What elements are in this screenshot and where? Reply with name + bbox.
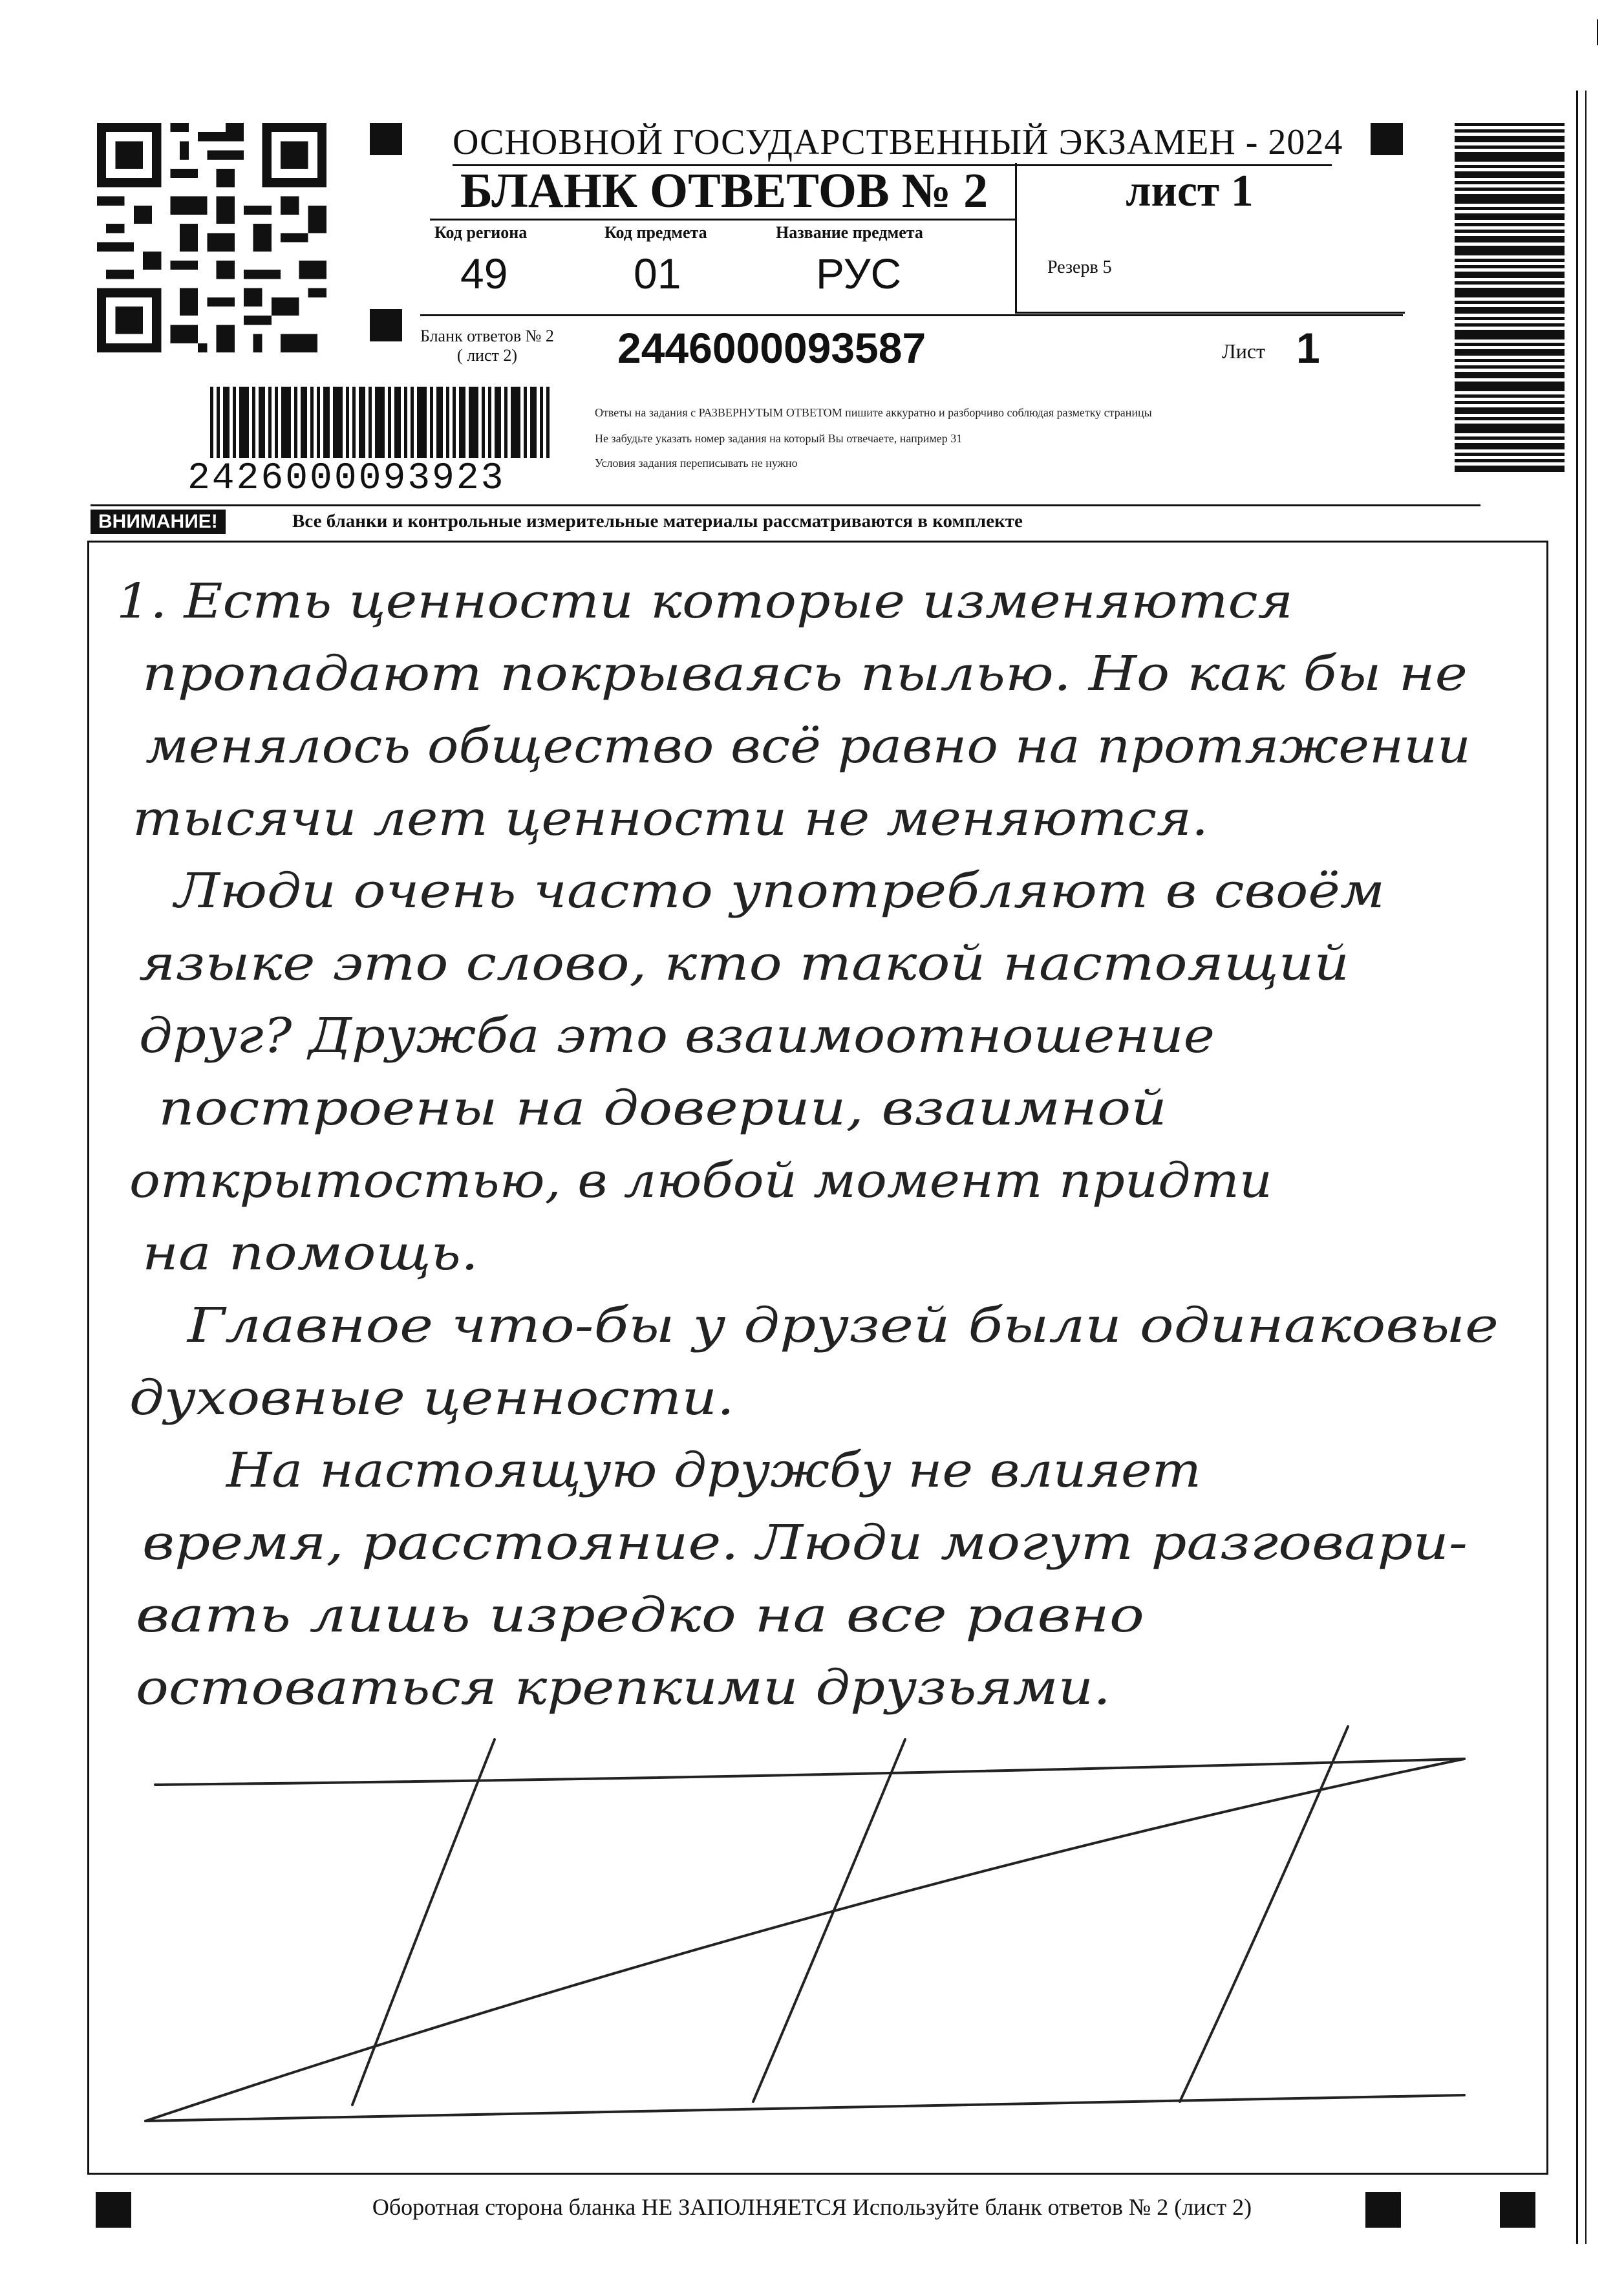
cross-out-line-top xyxy=(155,1759,1464,1785)
sheet-title: лист 1 xyxy=(1126,166,1254,216)
handwritten-line: вать лишь изредко на все равно xyxy=(136,1588,1144,1643)
blank-answers-label-line2: ( лист 2) xyxy=(456,346,518,365)
subject-code-label: Код предмета xyxy=(604,223,707,242)
region-label: Код региона xyxy=(434,223,528,242)
region-value: 49 xyxy=(460,250,508,297)
instruction-line-1: Ответы на задания с РАЗВЕРНУТЫМ ОТВЕТОМ пишите аккуратно и разборчиво соблюдая разметку страницы xyxy=(595,406,1152,419)
barcode-number: 2426000093923 xyxy=(187,458,556,500)
handwritten-line: построены на доверии, взаимной xyxy=(158,1081,1167,1136)
instruction-line-2: Не забудьте указать номер задания на который Вы отвечаете, например 31 xyxy=(595,432,963,445)
handwritten-line: тысячи лет ценности не меняются. xyxy=(133,791,1208,846)
handwritten-line: На настоящую дружбу не влияет xyxy=(224,1443,1201,1498)
cross-out-stroke-3 xyxy=(1180,1727,1348,2102)
cross-out-stroke-2 xyxy=(753,1739,905,2102)
attention-badge: ВНИМАНИЕ! xyxy=(91,510,226,534)
cross-out-stroke-1 xyxy=(352,1739,495,2105)
cross-out-line-diagonal xyxy=(145,1759,1464,2121)
list-number: 1 xyxy=(1296,324,1320,372)
list-label: Лист xyxy=(1222,339,1266,363)
handwritten-line: языке это слово, кто такой настоящий xyxy=(139,936,1349,991)
instruction-line-3: Условия задания переписывать не нужно xyxy=(595,457,798,469)
handwritten-line: Главное что-бы у друзей были одинаковые xyxy=(186,1298,1499,1353)
handwritten-line: духовные ценности. xyxy=(129,1370,734,1426)
handwritten-line: на помощь. xyxy=(142,1225,478,1281)
subject-code-value: 01 xyxy=(634,250,681,297)
subject-name-value: РУС xyxy=(816,250,902,297)
handwritten-line: 1. Есть ценности которые изменяются xyxy=(116,574,1293,629)
handwritten-line: Люди очень часто употребляют в своём xyxy=(172,863,1385,919)
subject-name-label: Название предмета xyxy=(776,223,923,242)
handwritten-line: остоваться крепкими друзьями. xyxy=(136,1660,1111,1716)
handwritten-line: пропадают покрываясь пылью. Но как бы не xyxy=(142,646,1468,702)
handwritten-line: открытостью, в любой момент придти xyxy=(129,1153,1272,1209)
handwritten-line: друг? Дружба это взаимоотношение xyxy=(139,1008,1215,1064)
form-title: БЛАНК ОТВЕТОВ № 2 xyxy=(460,164,988,218)
blank-answers-label-line1: Бланк ответов № 2 xyxy=(420,327,554,345)
footer-note: Оборотная сторона бланка НЕ ЗАПОЛНЯЕТСЯ Используйте бланк ответов № 2 (лист 2) xyxy=(372,2194,1252,2220)
handwritten-line: менялось общество всё равно на протяжении xyxy=(145,718,1471,774)
reserve-label: Резерв 5 xyxy=(1047,257,1112,277)
cross-out-line-bottom xyxy=(145,2095,1464,2121)
handwritten-line: время, расстояние. Люди могут разговари- xyxy=(142,1515,1468,1571)
exam-title: ОСНОВНОЙ ГОСУДАРСТВЕННЫЙ ЭКЗАМЕН - 2024 xyxy=(453,122,1332,166)
attention-text: Все бланки и контрольные измерительные материалы рассматриваются в комплекте xyxy=(292,511,1023,532)
blank-number: 2446000093587 xyxy=(617,324,926,372)
